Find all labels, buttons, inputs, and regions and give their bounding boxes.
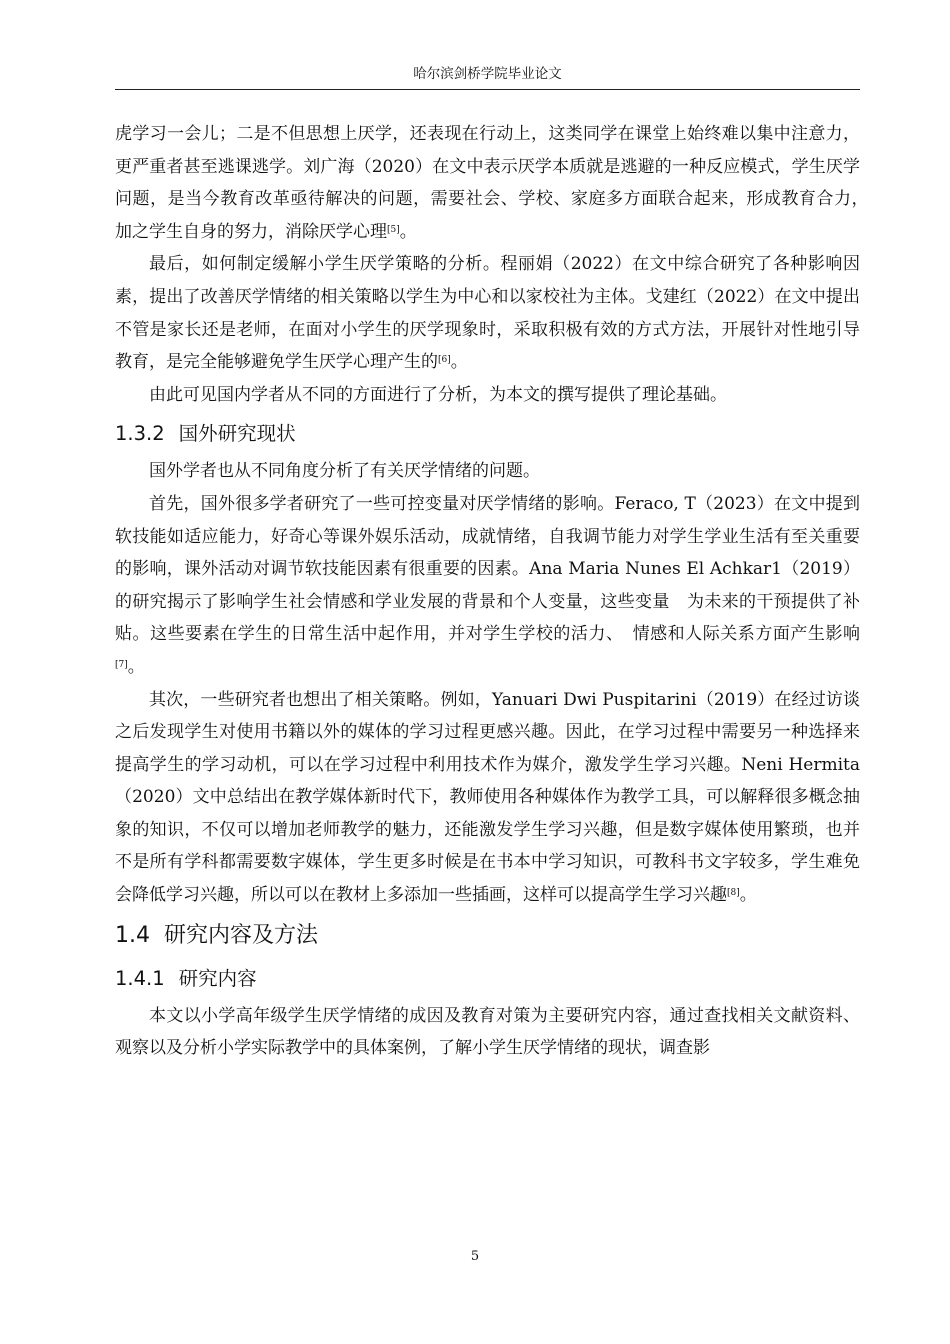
heading-text: 研究内容及方法 [164, 922, 319, 948]
body-paragraph [115, 488, 860, 684]
document-body [115, 118, 877, 1065]
paragraph-text: 国外学者也从不同角度分析了有关厌学情绪的问题。 [149, 461, 540, 482]
body-paragraph [115, 455, 860, 488]
paragraph-end: 。 [450, 352, 468, 373]
citation-ref: [8] [727, 888, 740, 899]
paragraph-end: 。 [127, 656, 145, 677]
subsection-heading [115, 417, 860, 451]
heading-text: 国外研究现状 [178, 422, 296, 446]
heading-number: 1.4.1 [115, 966, 165, 990]
citation-ref: [5] [387, 224, 400, 235]
subsection-heading [115, 962, 860, 996]
body-paragraph [115, 248, 860, 378]
body-paragraph [115, 379, 860, 412]
body-paragraph [115, 684, 860, 912]
citation-ref: [7] [115, 659, 128, 670]
paragraph-end: 。 [399, 221, 417, 242]
paragraph-end: 。 [739, 885, 757, 906]
citation-ref: [6] [438, 355, 451, 366]
paragraph-text: 由此可见国内学者从不同的方面进行了分析，为本文的撰写提供了理论基础。 [149, 384, 727, 405]
page-number: 5 [470, 1249, 480, 1264]
paragraph-text: 虎学习一会儿；二是不但思想上厌学，还表现在行动上，这类同学在课堂上始终难以集中注意力，更严重者甚至逃课逃学。刘广海（2020）在文中表示厌学本质就是逃避的一种反应模式，学生厌学问题，是当今教育改革亟待解决的问题，需要社会、学校、家庭多方面联合起来，形成教育合力， 加之学生自身的努力，消除厌学心理 [115, 124, 877, 242]
paragraph-text: 本文以小学高年级学生厌学情绪的成因及教育对策为主要研究内容，通过查找相关文献资料、观察以及分析小学实际教学中的具体案例，了解小学生厌学情绪的现状，调查影 [115, 1005, 860, 1059]
heading-text: 研究内容 [178, 966, 257, 990]
paragraph-text: 最后，如何制定缓解小学生厌学策略的分析。程丽娟（2022）在文中综合研究了各种影响因素，提出了改善厌学情绪的相关策略以学生为中心和以家校社为主体。戈建红（2022）在文中提出不管是家长还是老师，在面对小学生的厌学现象时，采取积极有效的方式方法，开展针对性地引导教育，是完全能够避免学生厌学心理产生的 [115, 254, 860, 373]
running-header: 哈尔滨剑桥学院毕业论文 [115, 62, 860, 90]
paragraph-text: 首先，国外很多学者研究了一些可控变量对厌学情绪的影响。Feraco, T（2023）在文中提到软技能如适应能力，好奇心等课外娱乐活动，成就情绪，自我调节能力对学生学业生活有至关重要的影响，课外活动对调节软技能因素有很重要的因素。Ana Maria Nunes El Achkar1（2019）的研究揭示了影响学生社会情感和学业发展的背景和个人变量，这些变量 为未来的干预提供了补贴。这些要素在学生的日常生活中起作用，并对学生学校的活力、 情感和人际关系方面产生影响 [115, 493, 860, 645]
section-heading [115, 916, 860, 956]
body-paragraph [115, 118, 877, 248]
heading-number: 1.4 [115, 922, 150, 948]
heading-number: 1.3.2 [115, 422, 165, 446]
body-paragraph [115, 1000, 860, 1065]
paragraph-text: 其次，一些研究者也想出了相关策略。例如，Yanuari Dwi Puspitarini（2019）在经过访谈之后发现学生对使用书籍以外的媒体的学习过程更感兴趣。因此，在学习过程中需要另一种选择来提高学生的学习动机，可以在学习过程中利用技术作为媒介，激发学生学习兴趣。Neni Hermita（2020）文中总结出在教学媒体新时代下，教师使用各种媒体作为教学工具，可以解释很多概念抽象的知识，不仅可以增加老师教学的魅力，还能激发学生学习兴趣，但是数字媒体使用繁琐，也并不是所有学科都需要数字媒体，学生更多时候是在书本中学习知识，可教科书文字较多，学生难免会降低学习兴趣，所以可以在教材上多添加一些插画，这样可以提高学生学习兴趣 [115, 689, 860, 906]
